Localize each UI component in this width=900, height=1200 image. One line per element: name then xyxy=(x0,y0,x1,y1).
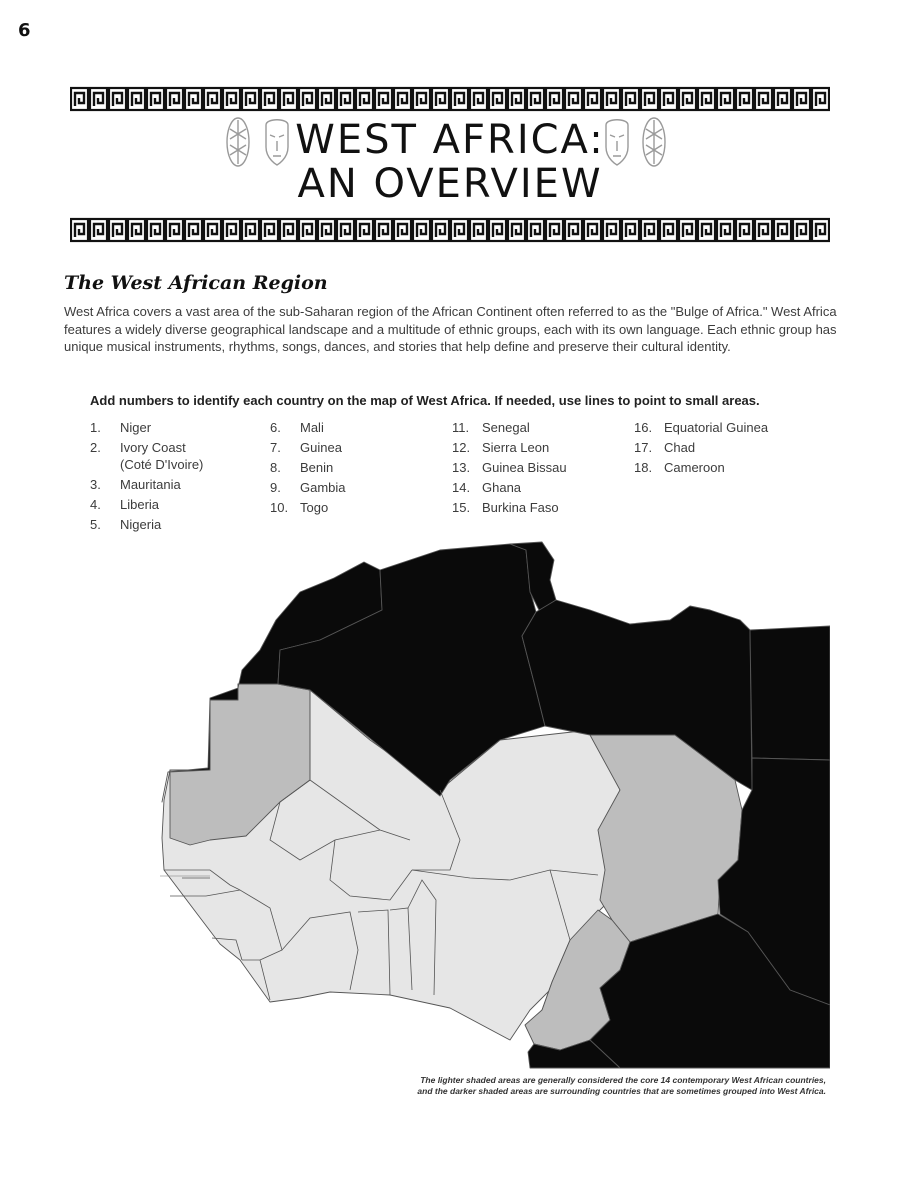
country-list-item xyxy=(270,439,346,456)
country-number: 11. xyxy=(452,420,470,435)
country-list-item xyxy=(452,439,567,456)
country-name: Chad xyxy=(664,440,696,455)
country-name: Cameroon xyxy=(664,460,725,475)
map-svg xyxy=(150,540,830,1070)
country-list-col-4 xyxy=(634,419,768,479)
country-number: 15. xyxy=(452,500,471,515)
country-name: Burkina Faso xyxy=(482,500,559,515)
country-name: Liberia xyxy=(120,497,160,512)
map-region-egypt xyxy=(750,626,830,760)
country-number: 6. xyxy=(270,420,281,435)
country-list-item xyxy=(452,459,567,476)
country-list-item xyxy=(90,439,203,473)
country-number: 14. xyxy=(452,480,471,495)
country-number: 16. xyxy=(634,420,653,435)
country-name: Senegal xyxy=(482,420,530,435)
country-list-item xyxy=(270,479,346,496)
country-list-item xyxy=(270,499,346,516)
bottom-meander-border xyxy=(70,217,830,243)
map-caption-line-1: The lighter shaded areas are generally considered the core 14 contemporary West African countries, xyxy=(420,1075,826,1085)
country-list-col-2 xyxy=(270,419,346,519)
country-name: Niger xyxy=(120,420,152,435)
country-name: Gambia xyxy=(300,480,346,495)
country-number: 3. xyxy=(90,477,101,492)
page-number: 6 xyxy=(18,20,31,41)
country-list-item xyxy=(634,459,768,476)
country-name: Sierra Leon xyxy=(482,440,550,455)
country-number: 2. xyxy=(90,440,101,455)
country-list-col-1 xyxy=(90,419,203,536)
country-number: 13. xyxy=(452,460,471,475)
country-list-item xyxy=(452,499,567,516)
top-meander-border xyxy=(70,86,830,112)
country-name: Ivory Coast (Coté D'Ivoire) xyxy=(120,440,204,472)
country-list-item xyxy=(634,439,768,456)
title-line-2: AN OVERVIEW xyxy=(297,161,603,207)
country-number: 8. xyxy=(270,460,281,475)
country-name: Nigeria xyxy=(120,517,162,532)
map-caption-line-2: and the darker shaded areas are surrounding countries that are sometimes grouped into West Africa. xyxy=(417,1086,826,1096)
country-number: 17. xyxy=(634,440,653,455)
instruction-text: Add numbers to identify each country on the map of West Africa. If needed, use lines to point to small areas. xyxy=(90,393,760,408)
country-list-item xyxy=(270,459,346,476)
country-list-item xyxy=(90,516,203,533)
country-list-item xyxy=(270,419,346,436)
country-number: 18. xyxy=(634,460,653,475)
country-number: 4. xyxy=(90,497,101,512)
country-name: Ghana xyxy=(482,480,522,495)
country-number: 5. xyxy=(90,517,101,532)
west-africa-map xyxy=(150,540,830,1070)
country-name: Benin xyxy=(300,460,334,475)
map-caption xyxy=(266,1075,826,1097)
country-list-item xyxy=(90,476,203,493)
section-heading: The West African Region xyxy=(64,272,328,294)
country-list-item xyxy=(90,419,203,436)
meander-pattern-top xyxy=(70,86,830,112)
country-name: Mauritania xyxy=(120,477,181,492)
country-number: 7. xyxy=(270,440,281,455)
meander-pattern-bottom xyxy=(70,217,830,243)
intro-paragraph: West Africa covers a vast area of the sub-Saharan region of the African Continent often referred to as the "Bulge of Africa." West Africa features a widely diverse geographical landscape and a multitude of ethnic groups, each with its own language. Each ethnic group has unique musical instruments, rhythms, songs, dances, and stories that help define and preserve their cultural identity. xyxy=(64,304,837,354)
country-list-item xyxy=(452,419,567,436)
country-list-col-3 xyxy=(452,419,567,519)
country-number: 1. xyxy=(90,420,101,435)
country-number: 12. xyxy=(452,440,471,455)
country-name: Mali xyxy=(300,420,324,435)
country-list-item xyxy=(452,479,567,496)
country-name: Togo xyxy=(300,500,329,515)
title-line-1: WEST AFRICA: xyxy=(295,117,605,163)
page-title xyxy=(0,118,900,208)
country-list-item xyxy=(634,419,768,436)
country-list-item xyxy=(90,496,203,513)
country-name: Guinea xyxy=(300,440,342,455)
country-name: Guinea Bissau xyxy=(482,460,567,475)
country-name: Equatorial Guinea xyxy=(664,420,769,435)
country-number: 9. xyxy=(270,480,281,495)
country-number: 10. xyxy=(270,500,289,515)
